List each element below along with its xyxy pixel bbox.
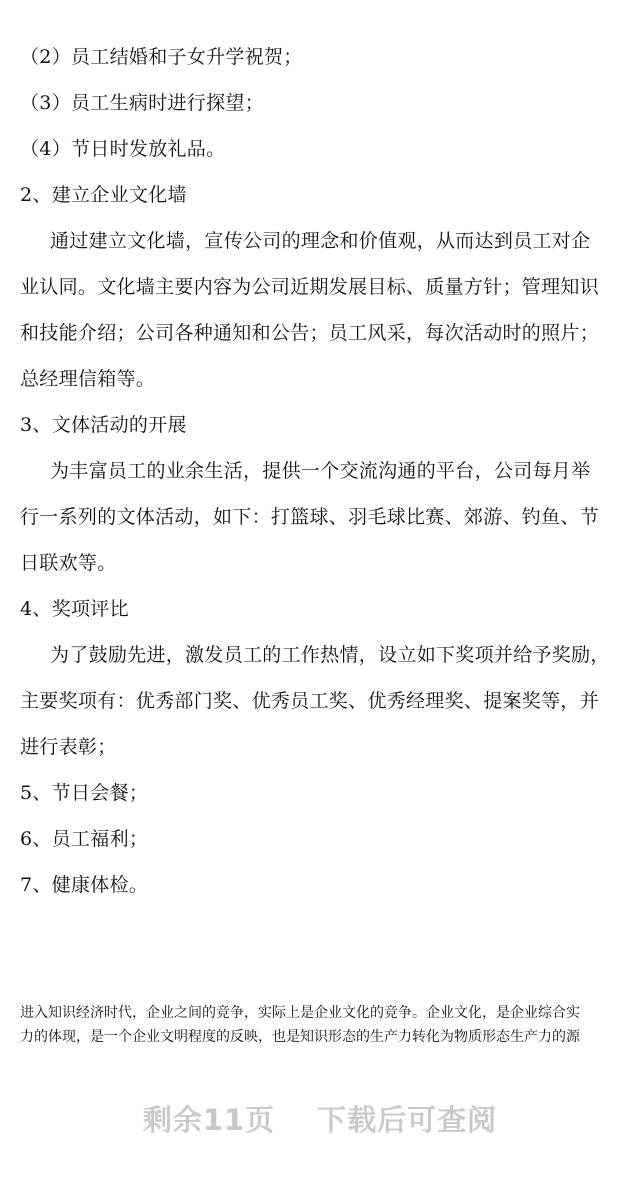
paragraph-line: 业认同。文化墙主要内容为公司近期发展目标、质量方针；管理知识 (20, 276, 600, 298)
remaining-pages-label: 剩余11页 (142, 1103, 276, 1137)
section-heading-benefits: 6、员工福利； (20, 828, 149, 850)
paragraph-line: 主要奖项有：优秀部门奖、优秀员工奖、优秀经理奖、提案奖等，并 (20, 690, 600, 712)
download-to-read-label: 下载后可查阅 (317, 1103, 498, 1137)
paragraph-line: 进行表彰； (20, 736, 117, 758)
paragraph-line: 和技能介绍；公司各种通知和公告；员工风采，每次活动时的照片； (20, 322, 600, 344)
paragraph-line: 总经理信箱等。 (20, 368, 156, 390)
paragraph-line: 行一系列的文体活动，如下：打篮球、羽毛球比赛、郊游、钓鱼、节 (20, 506, 600, 528)
section-heading-awards: 4、奖项评比 (20, 598, 129, 620)
footer-note-line: 力的体现，是一个企业文明程度的反映，也是知识形态的生产力转化为物质形态生产力的源 (20, 1029, 580, 1045)
paragraph-line: 通过建立文化墙，宣传公司的理念和价值观，从而达到员工对企 (50, 230, 591, 252)
download-banner[interactable] (0, 1102, 640, 1138)
list-item-holiday-gifts: （4）节日时发放礼品。 (20, 138, 226, 160)
section-heading-activities: 3、文体活动的开展 (20, 414, 187, 436)
section-heading-health-check: 7、健康体检。 (20, 874, 149, 896)
paragraph-line: 为了鼓励先进，激发员工的工作热情，设立如下奖项并给予奖励， (50, 644, 610, 666)
section-heading-culture-wall: 2、建立企业文化墙 (20, 184, 187, 206)
list-item-congratulations: （2）员工结婚和子女升学祝贺； (20, 46, 303, 68)
paragraph-line: 日联欢等。 (20, 552, 117, 574)
section-heading-holiday-dinner: 5、节日会餐； (20, 782, 149, 804)
list-item-sick-visit: （3）员工生病时进行探望； (20, 92, 264, 114)
paragraph-line: 为丰富员工的业余生活，提供一个交流沟通的平台，公司每月举 (50, 460, 591, 482)
footer-note-line: 进入知识经济时代，企业之间的竞争，实际上是企业文化的竞争。企业文化，是企业综合实 (20, 1005, 580, 1021)
